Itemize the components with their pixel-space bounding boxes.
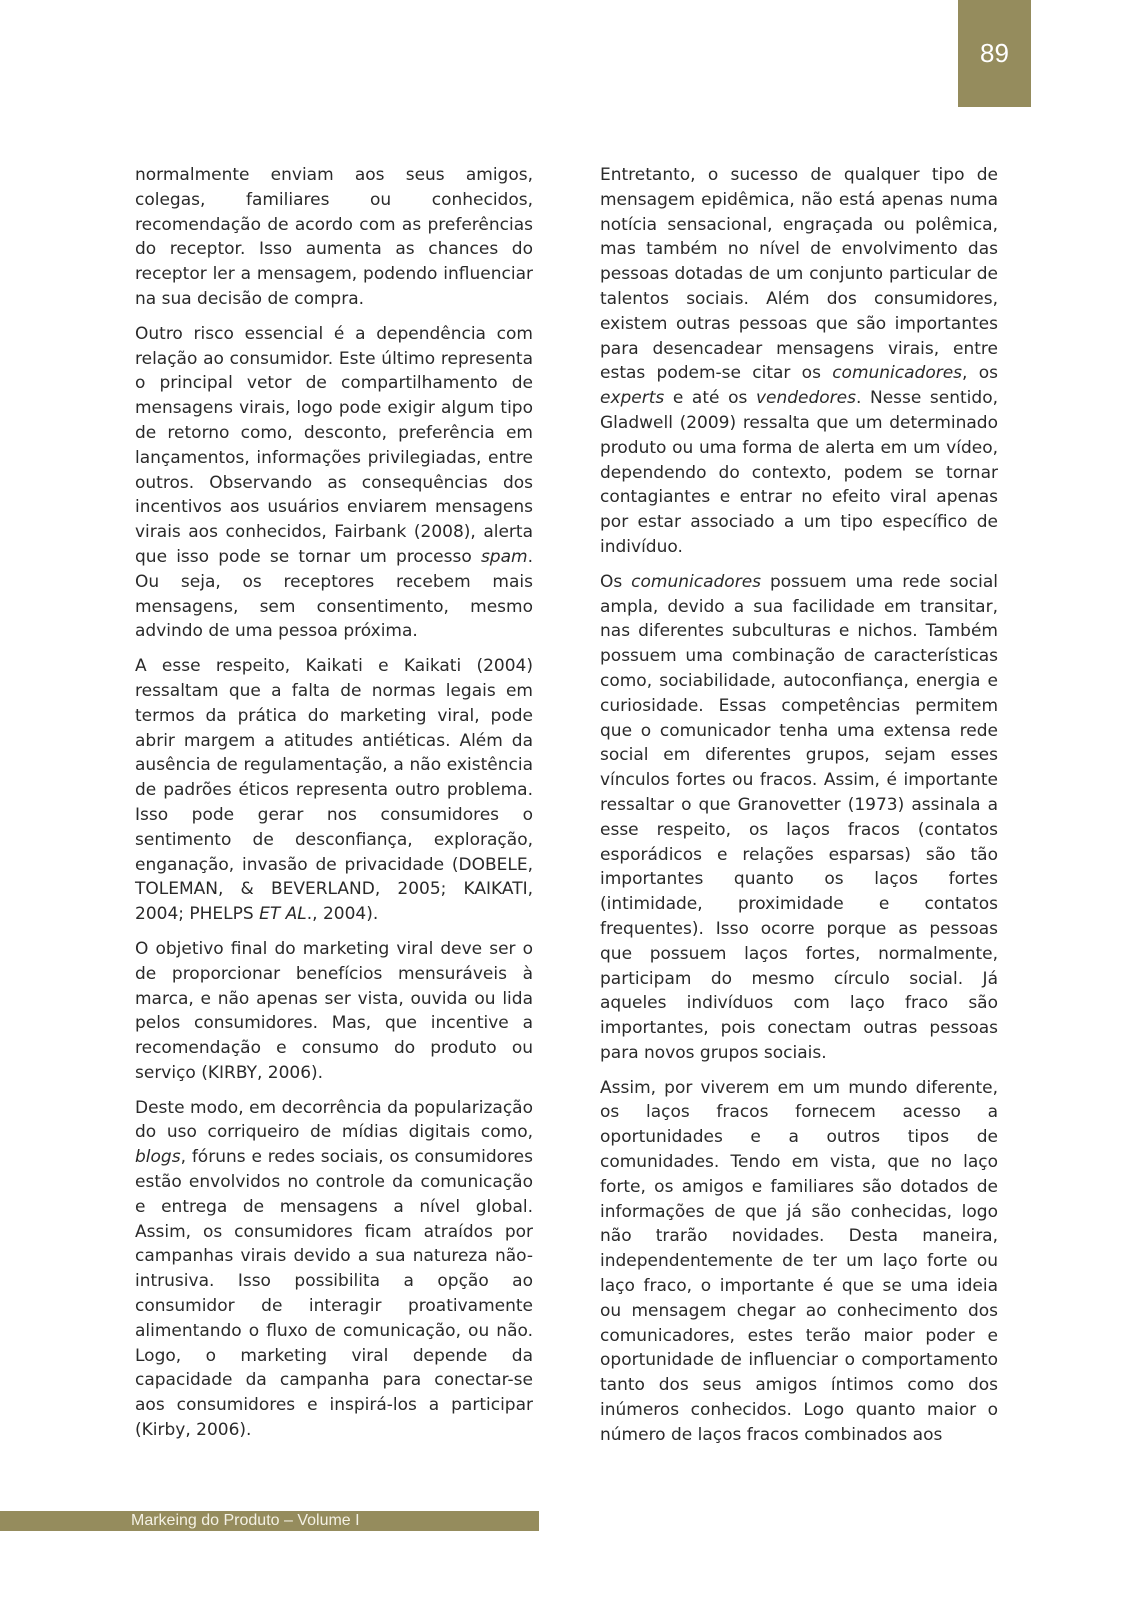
paragraph: [135, 1096, 533, 1443]
text-segment: O objetivo final do marketing viral deve ser o de proporcionar benefícios mensuráveis à marca, e não apenas ser vista, ouvida ou lida pelos consumidores. Mas, que incentive a recomendação e consumo do produto ou serviço (KIRBY, 2006).: [135, 938, 533, 1083]
page-number: 89: [980, 38, 1009, 68]
italic-term: blogs: [135, 1147, 181, 1168]
italic-term: comunicadores: [832, 363, 963, 384]
italic-term: ET AL: [259, 904, 307, 925]
paragraph: [600, 163, 998, 560]
text-segment: ., 2004).: [306, 904, 379, 925]
text-segment: , os: [962, 363, 998, 384]
text-segment: possuem uma rede social ampla, devido a sua facilidade em transitar, nas diferentes subculturas e nichos. Também possuem uma combinação de características como, sociabilidade, autoconfiança, energia e curiosidade. Essas competências permitem que o comunicador tenha uma extensa rede social em diferentes grupos, sejam esses vínculos fortes ou fracos. Assim, é importante ressaltar o que Granovetter (1973) assinala a esse respeito, os laços fracos (contatos esporádicos e relações esparsas) são tão importantes quanto os laços fortes (intimidade, proximidade e contatos frequentes). Isso ocorre porque as pessoas que possuem laços fortes, normalmente, participam do mesmo círculo social. Já aqueles indivíduos com laço fraco são importantes, pois conectam outras pessoas para novos grupos sociais.: [600, 571, 998, 1063]
paragraph: [135, 322, 533, 644]
text-segment: e até os: [664, 388, 756, 409]
paragraph: [135, 654, 533, 927]
italic-term: comunicadores: [631, 571, 762, 592]
text-segment: . Ou seja, os receptores recebem mais mensagens, sem consentimento, mesmo advindo de uma pessoa próxima.: [135, 546, 533, 642]
paragraph: [600, 570, 998, 1066]
footer-title: Markeing do Produto – Volume I: [131, 1512, 360, 1529]
text-segment: , fóruns e redes sociais, os consumidores estão envolvidos no controle da comunicação e entrega de mensagens a nível global. Assim, os consumidores ficam atraídos por campanhas virais devido a sua natureza não-intrusiva. Isso possibilita a opção ao consumidor de interagir proativamente alimentando o fluxo de comunicação, ou não. Logo, o marketing viral depende da capacidade da campanha para conectar-se aos consumidores e inspirá-los a participar (Kirby, 2006).: [135, 1147, 533, 1441]
italic-term: spam: [480, 546, 528, 567]
right-column: [600, 163, 998, 1458]
text-segment: A esse respeito, Kaikati e Kaikati (2004) ressaltam que a falta de normas legais em termos da prática do marketing viral, pode abrir margem a atitudes antiéticas. Além da ausência de regulamentação, a não existência de padrões éticos representa outro problema. Isso pode gerar nos consumidores o sentimento de desconfiança, exploração, enganação, invasão de privacidade (DOBELE, TOLEMAN, & BEVERLAND, 2005; KAIKATI, 2004; PHELPS: [135, 656, 533, 925]
text-segment: Entretanto, o sucesso de qualquer tipo de mensagem epidêmica, não está apenas numa notícia sensacional, engraçada ou polêmica, mas também no nível de envolvimento das pessoas dotadas de um conjunto particular de talentos sociais. Além dos consumidores, existem outras pessoas que são importantes para desencadear mensagens virais, entre estas podem-se citar os: [600, 165, 998, 384]
italic-term: experts: [600, 388, 665, 409]
page-number-tab: [958, 0, 1031, 107]
paragraph: [135, 937, 533, 1086]
text-segment: Os: [600, 571, 632, 592]
paragraph: [135, 163, 533, 312]
text-segment: Outro risco essencial é a dependência com relação ao consumidor. Este último representa o principal vetor de compartilhamento de mensagens virais, logo pode exigir algum tipo de retorno como, desconto, preferência em lançamentos, informações privilegiadas, entre outros. Observando as consequências dos incentivos aos usuários enviarem mensagens virais aos conhecidos, Fairbank (2008), alerta que isso pode se tornar um processo: [135, 323, 533, 567]
left-column: [135, 163, 533, 1453]
italic-term: vendedores: [755, 388, 856, 409]
text-segment: Deste modo, em decorrência da popularização do uso corriqueiro de mídias digitais como,: [135, 1097, 533, 1143]
text-segment: normalmente enviam aos seus amigos, colegas, familiares ou conhecidos, recomendação de acordo com as preferências do receptor. Isso aumenta as chances do receptor ler a mensagem, podendo influenciar na sua decisão de compra.: [135, 165, 533, 309]
text-segment: Assim, por viverem em um mundo diferente, os laços fracos fornecem acesso a oportunidades e a outros tipos de comunidades. Tendo em vista, que no laço forte, os amigos e familiares são dotados de informações de que já são conhecidas, logo não trarão novidades. Desta maneira, independentemente de ter um laço forte ou laço fraco, o importante é que se uma ideia ou mensagem chegar ao conhecimento dos comunicadores, estes terão maior poder e oportunidade de influenciar o comportamento tanto dos seus amigos íntimos como dos inúmeros conhecidos. Logo quanto maior o número de laços fracos combinados aos: [600, 1077, 998, 1445]
footer-bar: [0, 1511, 539, 1531]
text-segment: . Nesse sentido, Gladwell (2009) ressalta que um determinado produto ou uma forma de alerta em um vídeo, dependendo do contexto, podem se tornar contagiantes e entrar no efeito viral apenas por estar associado a um tipo específico de indivíduo.: [600, 388, 999, 557]
paragraph: [600, 1076, 998, 1448]
